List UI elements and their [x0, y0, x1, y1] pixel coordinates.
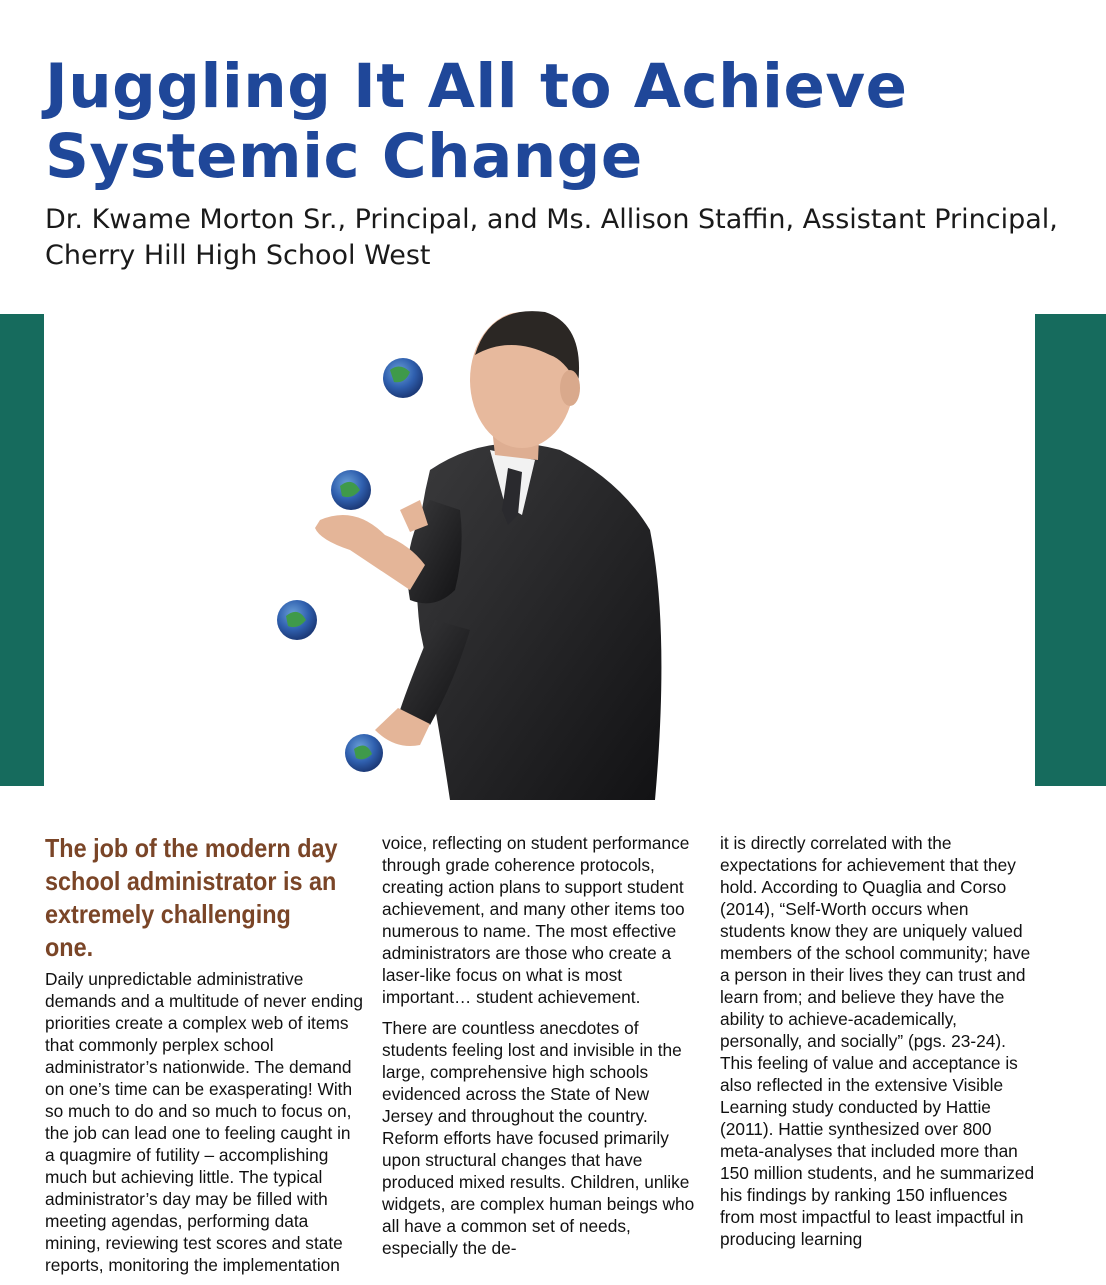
lead-paragraph: The job of the modern day school administrator is an extremely challenging one. [45, 833, 338, 962]
column-2-paragraph-1: voice, reflecting on student performance through grade coherence protocols, creating action plans to support student achievement, and many other items too numerous to name. The most effective administrators are those who create a laser-like focus on what is most important… student achievement. [382, 833, 690, 1007]
byline-line-1: Dr. Kwame Morton Sr., Principal, and Ms. Allison Staffin, Assistant Principal, [45, 204, 1058, 235]
title-line-1: Juggling It All to Achieve [45, 51, 908, 122]
right-green-band [1035, 314, 1106, 786]
column-1-paragraph-1: Daily unpredictable administrative demands and a multitude of never ending priorities create a complex web of items that commonly perplex school administrator’s nationwide. The demand on one’s time can be exasperating! With so much to do and so much to focus on, the job can lead one to feeling caught in a quagmire of futility – accomplishing much but achieving little. The typical administrator’s day may be filled with meeting agendas, performing data mining, reviewing test scores and state reports, monitoring the implementation [45, 969, 363, 1275]
title-line-2: Systemic Change [45, 121, 643, 192]
body-column-3 [720, 832, 1038, 1259]
juggler-photo [260, 300, 700, 800]
body-column-1 [45, 832, 363, 1285]
column-2-paragraph-2: There are countless anecdotes of students feeling lost and invisible in the large, comprehensive high schools evidenced across the State of New Jersey and throughout the country. Reform efforts have focused primarily upon structural changes that have produced mixed results. Children, unlike widgets, are complex human beings who all have a common set of needs, especially the de- [382, 1018, 695, 1258]
column-3-paragraph-1: it is directly correlated with the expectations for achievement that they hold. According to Quaglia and Corso (2014), “Self-Worth occurs when students know they are uniquely valued members of the school community; have a person in their lives they can trust and learn from; and believe they have the ability to achieve-academically, personally, and socially” (pgs. 23-24). This feeling of value and acceptance is also reflected in the extensive Visible Learning study conducted by Hattie (2011). Hattie synthesized over 800 meta-analyses that included more than 150 million students, and he summarized his findings by ranking 150 influences from most impactful to least impactful in producing learning [720, 833, 1035, 1249]
byline [45, 202, 1085, 274]
article-title [45, 52, 907, 192]
body-column-2 [382, 832, 700, 1268]
left-green-band [0, 314, 44, 786]
byline-line-2: Cherry Hill High School West [45, 240, 431, 271]
